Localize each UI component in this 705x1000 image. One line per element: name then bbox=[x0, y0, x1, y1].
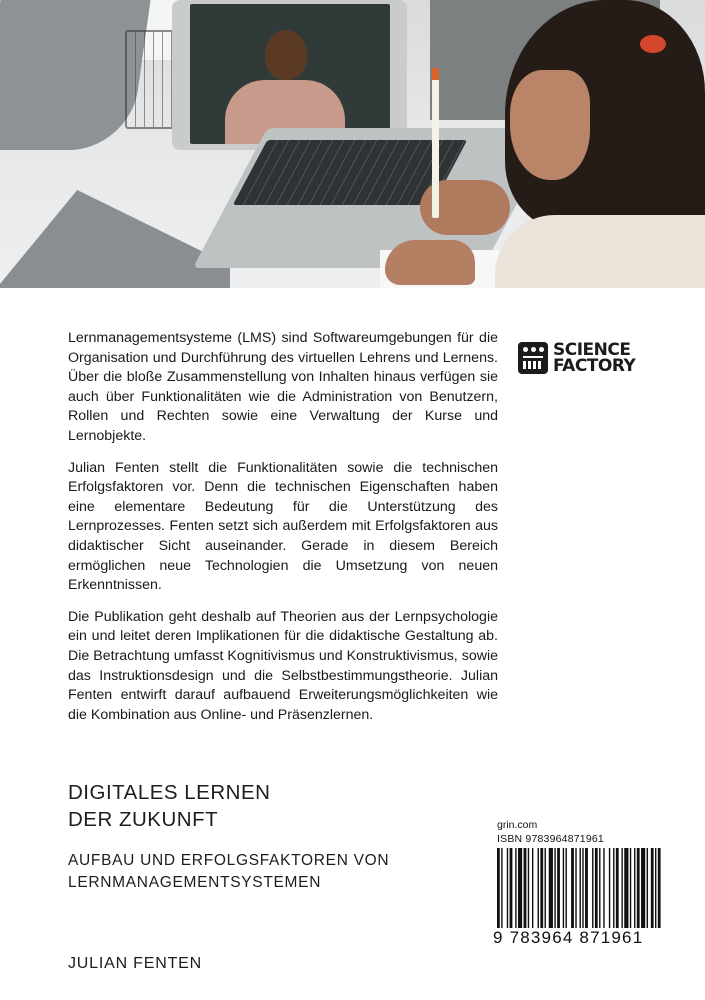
photo-pencil bbox=[432, 68, 439, 218]
barcode-bar bbox=[613, 848, 614, 928]
book-subtitle-line-2: LERNMANAGEMENTSYSTEMEN bbox=[68, 874, 322, 891]
barcode-bar bbox=[524, 848, 527, 928]
barcode-bar bbox=[497, 848, 500, 928]
blurb-paragraph-2: Julian Fenten stellt die Funktionalitäten sowie die technischen Erfolgsfaktoren vor. Denn die technischen Eigenschaften haben eine elementare Bedeutung für die Unterstützung des Lernprozesses. Fenten setzt sich außerdem mit Erfolgsfaktoren aus didaktischer Sicht auseinander. Gerade in diesem Bereich ermöglichen neue Technologien die Umsetzung von neuen Erkenntnissen. bbox=[68, 459, 498, 594]
barcode-bar bbox=[637, 848, 640, 928]
blurb-paragraph-3: Die Publikation geht deshalb auf Theorien aus der Lernpsychologie ein und leitet deren Implikationen für die didaktische Gestaltung ab. Die Betrachtung umfasst Kognitivismus und Konstruktivismus, sowie das Instruktionsdesign und die Selbstbestimmungstheorie. Julian Fenten entwirft darauf aufbauend Erweiterungsmöglichkeiten wie die Kombination aus Online- und Präsenzlernen. bbox=[68, 608, 498, 723]
barcode-digits: 9 783964 871961 bbox=[493, 928, 644, 947]
barcode-bar bbox=[540, 848, 543, 928]
barcode-bar bbox=[592, 848, 593, 928]
photo-wire-basket bbox=[125, 30, 179, 129]
barcode-bar bbox=[575, 848, 576, 928]
barcode-bar bbox=[532, 848, 533, 928]
barcode-bar bbox=[658, 848, 661, 928]
barcode-bar bbox=[538, 848, 539, 928]
blurb-paragraph-1: Lernmanagementsysteme (LMS) sind Softwareumgebungen für die Organisation und Durchführung des virtuellen Lehrens und Lernens. Über die bloße Zusammenstellung von Inhalten hinaus verfügen sie auch über Funktionalitäten wie die Administration von Benutzern, Rollen und Rechten sowie eine Verwaltung der Kurse und Lernobjekte. bbox=[68, 330, 498, 444]
isbn-label: ISBN 9783964871961 bbox=[497, 833, 604, 845]
barcode-bar bbox=[641, 848, 645, 928]
barcode-bar bbox=[609, 848, 610, 928]
barcode-bar bbox=[624, 848, 628, 928]
logo-text bbox=[553, 342, 635, 374]
barcode-bar bbox=[580, 848, 581, 928]
barcode-bar bbox=[603, 848, 604, 928]
barcode-bar bbox=[549, 848, 553, 928]
book-title-line-2: DER ZUKUNFT bbox=[68, 808, 219, 831]
photo-hair-tie bbox=[640, 35, 666, 53]
publisher-site: grin.com bbox=[497, 819, 538, 831]
barcode-bar bbox=[621, 848, 622, 928]
barcode-bar bbox=[557, 848, 560, 928]
barcode-bar bbox=[518, 848, 522, 928]
book-subtitle-line-1: AUFBAU UND ERFOLGSFAKTOREN VON bbox=[68, 852, 390, 869]
barcode-bar bbox=[599, 848, 600, 928]
barcode-bar bbox=[554, 848, 555, 928]
barcode-bar bbox=[528, 848, 529, 928]
barcode-bar bbox=[585, 848, 588, 928]
photo-girl-face bbox=[510, 70, 590, 180]
back-cover-blurb bbox=[68, 329, 498, 737]
barcode-bar bbox=[571, 848, 574, 928]
book-title-line-1: DIGITALES LERNEN bbox=[68, 781, 271, 804]
barcode-bar bbox=[582, 848, 583, 928]
barcode-bar bbox=[566, 848, 567, 928]
barcode-bar bbox=[630, 848, 631, 928]
book-author: JULIAN FENTEN bbox=[68, 955, 202, 972]
photo-felt-mat bbox=[0, 190, 230, 288]
book-subtitle bbox=[68, 850, 389, 894]
isbn-barcode bbox=[497, 848, 662, 928]
science-factory-logo-icon bbox=[518, 342, 548, 374]
photo-presenter-head bbox=[265, 30, 307, 80]
barcode-bar bbox=[545, 848, 546, 928]
cover-photo bbox=[0, 0, 705, 288]
logo-text-line-1: SCIENCE bbox=[553, 340, 631, 360]
book-title bbox=[68, 779, 270, 833]
photo-pencil-tip bbox=[432, 68, 439, 80]
barcode-bar bbox=[510, 848, 513, 928]
logo-text-line-2: FACTORY bbox=[553, 356, 636, 376]
science-factory-logo bbox=[518, 342, 635, 374]
barcode-bar bbox=[563, 848, 564, 928]
photo-girl-shirt bbox=[495, 215, 705, 288]
barcode-bar bbox=[655, 848, 656, 928]
barcode-bar bbox=[515, 848, 516, 928]
barcode-bar bbox=[595, 848, 598, 928]
barcode-bar bbox=[501, 848, 502, 928]
barcode-bar bbox=[616, 848, 619, 928]
barcode-bar bbox=[507, 848, 508, 928]
barcode-bar bbox=[651, 848, 654, 928]
photo-girl-hand bbox=[385, 240, 475, 285]
barcode-bar bbox=[634, 848, 635, 928]
barcode-bar bbox=[647, 848, 648, 928]
